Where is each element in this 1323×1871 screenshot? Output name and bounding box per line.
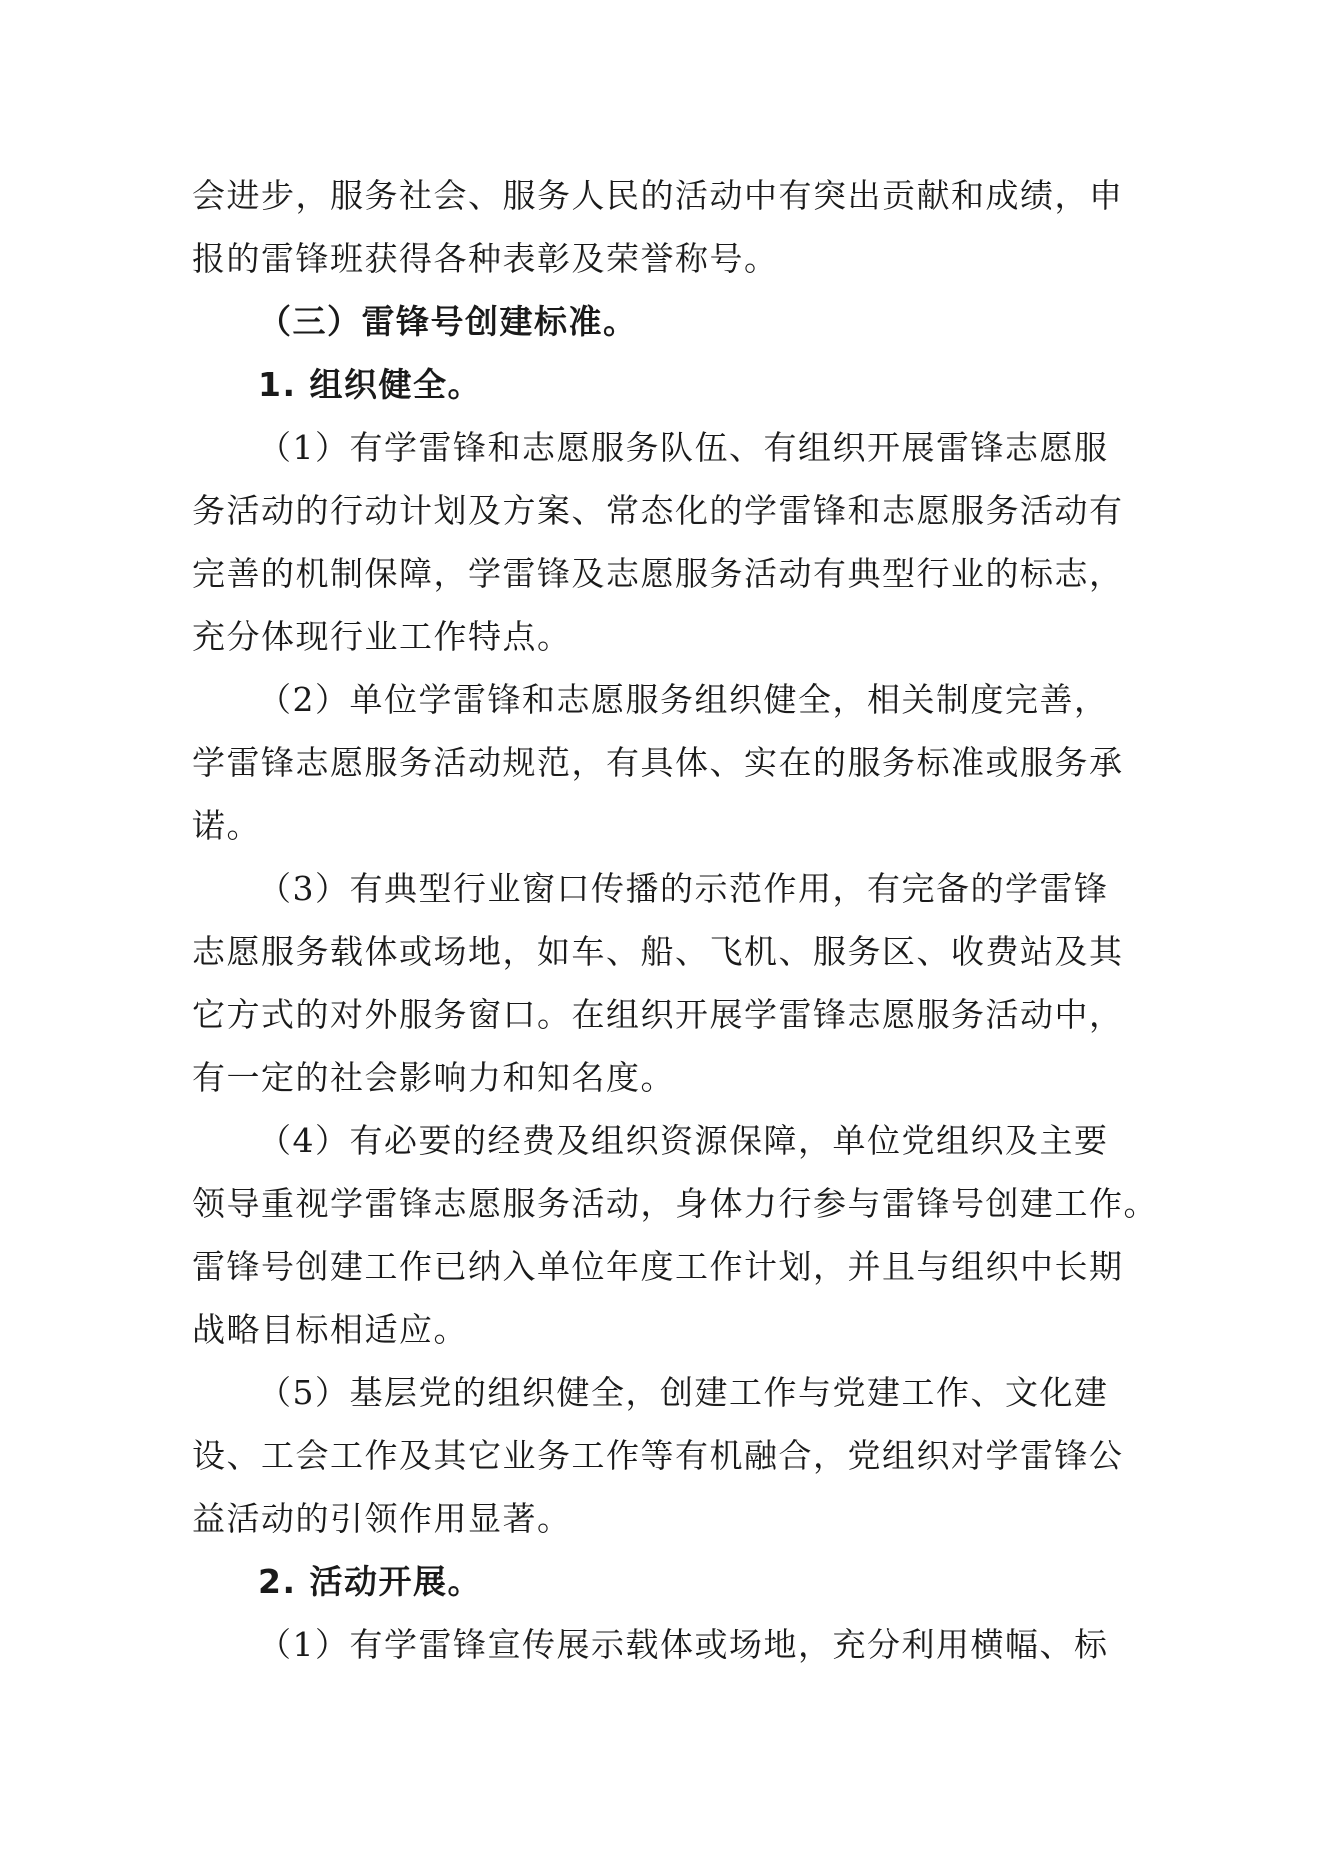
body-text-line: 诺。 <box>192 806 261 845</box>
body-text-line: 战略目标相适应。 <box>192 1310 468 1349</box>
body-text-line: 志愿服务载体或场地，如车、船、飞机、服务区、收费站及其 <box>192 932 1124 971</box>
body-text-line: 益活动的引领作用显著。 <box>192 1499 572 1538</box>
body-text-line: 充分体现行业工作特点。 <box>192 617 572 656</box>
body-text-line: 有一定的社会影响力和知名度。 <box>192 1058 675 1097</box>
body-text-line: 会进步，服务社会、服务人民的活动中有突出贡献和成绩，申 <box>192 176 1124 215</box>
body-text-line: 务活动的行动计划及方案、常态化的学雷锋和志愿服务活动有 <box>192 491 1124 530</box>
section-heading: （三）雷锋号创建标准。 <box>258 302 638 341</box>
body-text-line: 它方式的对外服务窗口。在组织开展学雷锋志愿服务活动中， <box>192 995 1124 1034</box>
body-text-line: （1）有学雷锋和志愿服务队伍、有组织开展雷锋志愿服 <box>258 428 1109 467</box>
body-text-line: （4）有必要的经费及组织资源保障，单位党组织及主要 <box>258 1121 1109 1160</box>
body-text-line: 雷锋号创建工作已纳入单位年度工作计划，并且与组织中长期 <box>192 1247 1124 1286</box>
body-text-line: 报的雷锋班获得各种表彰及荣誉称号。 <box>192 239 779 278</box>
body-text-line: 完善的机制保障，学雷锋及志愿服务活动有典型行业的标志， <box>192 554 1124 593</box>
body-text-line: 学雷锋志愿服务活动规范，有具体、实在的服务标准或服务承 <box>192 743 1124 782</box>
body-text-line: （2）单位学雷锋和志愿服务组织健全，相关制度完善， <box>258 680 1109 719</box>
body-text-line: （3）有典型行业窗口传播的示范作用，有完备的学雷锋 <box>258 869 1109 908</box>
body-text-line: （1）有学雷锋宣传展示载体或场地，充分利用横幅、标 <box>258 1625 1109 1664</box>
body-text-line: 领导重视学雷锋志愿服务活动，身体力行参与雷锋号创建工作。 <box>192 1184 1158 1223</box>
body-text-line: （5）基层党的组织健全，创建工作与党建工作、文化建 <box>258 1373 1109 1412</box>
body-text-line: 设、工会工作及其它业务工作等有机融合，党组织对学雷锋公 <box>192 1436 1124 1475</box>
subsection-heading: 2. 活动开展。 <box>258 1562 482 1601</box>
subsection-heading: 1. 组织健全。 <box>258 365 482 404</box>
